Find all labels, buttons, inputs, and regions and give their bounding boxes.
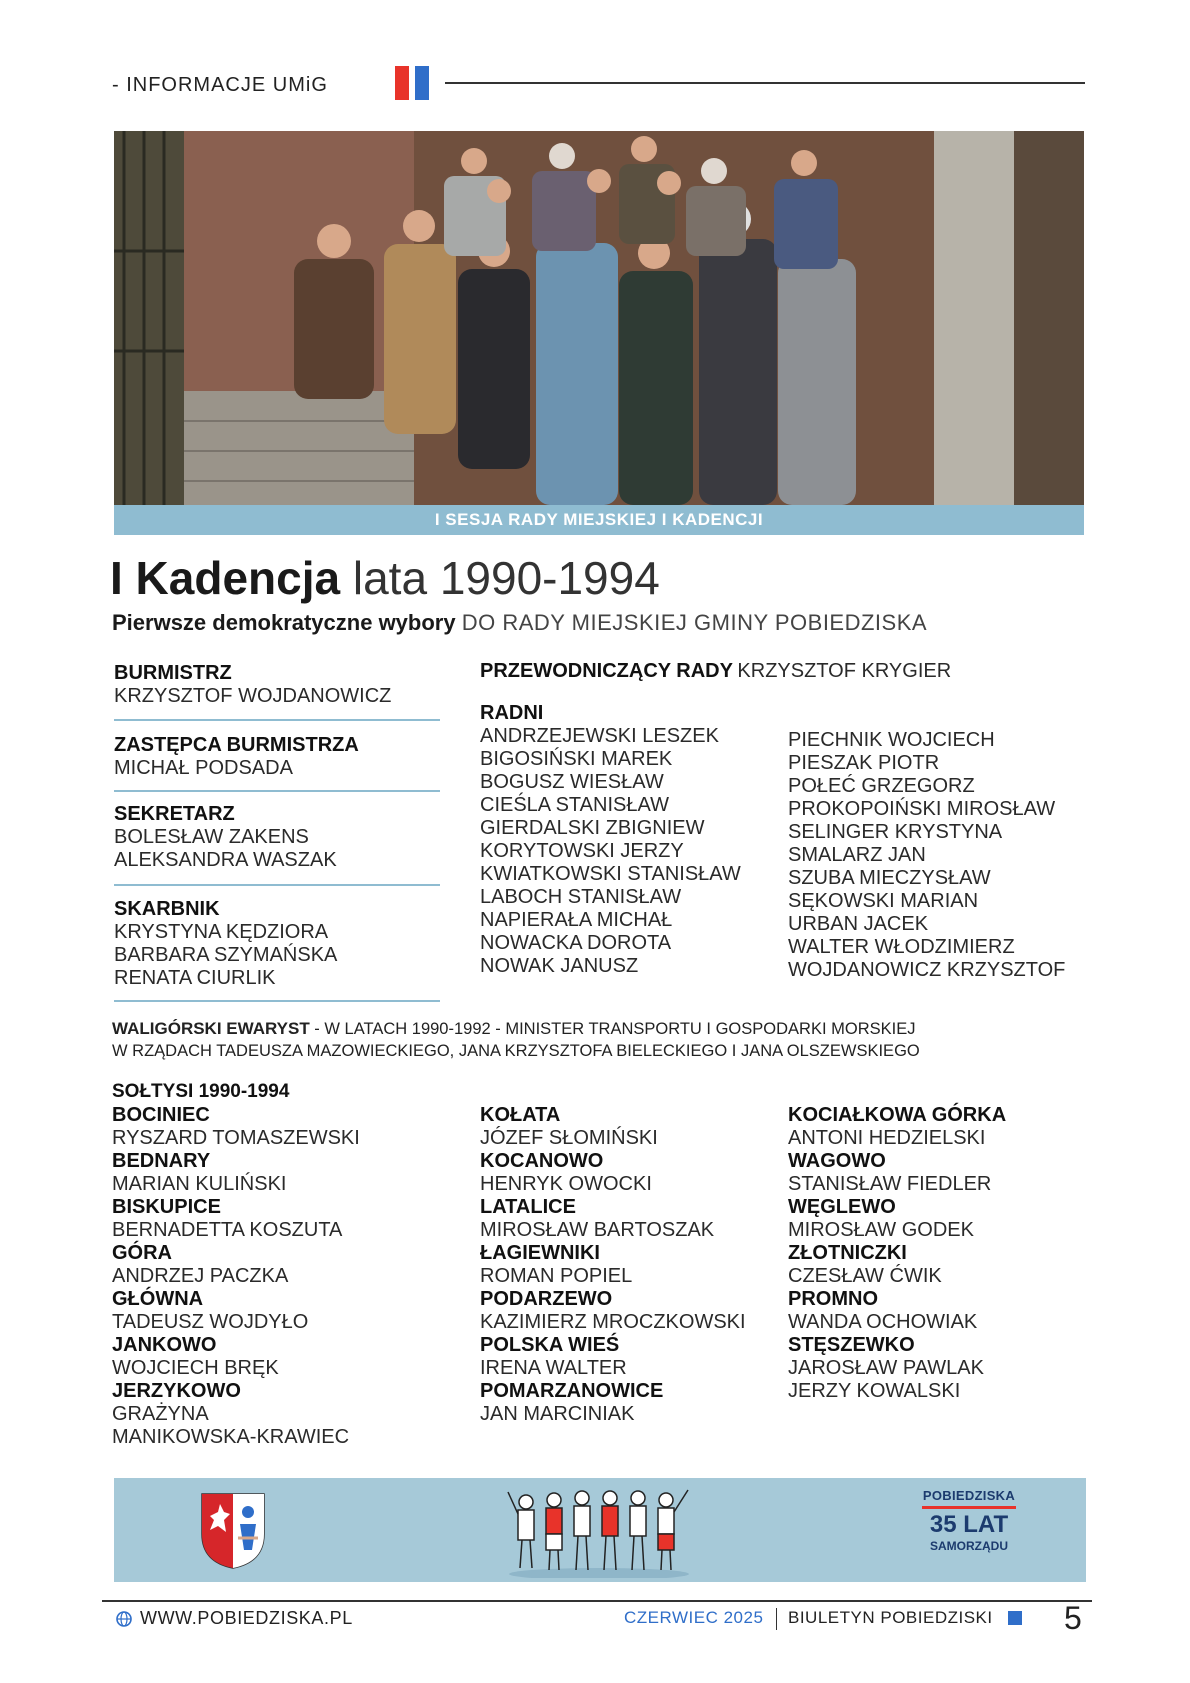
soltysi-col1 (112, 1104, 360, 1449)
sekretarz-block (114, 803, 337, 872)
village-name: POMARZANOWICE (480, 1380, 664, 1402)
officials-divider (114, 884, 440, 886)
village-name: JANKOWO (112, 1334, 217, 1356)
burmistrz-name: KRZYSZTOF WOJDANOWICZ (114, 685, 392, 707)
officials-divider (114, 719, 440, 721)
councillor-name: KORYTOWSKI JERZY (480, 840, 684, 862)
councillor-name: PROKOPOIŃSKI MIROSŁAW (788, 798, 1056, 820)
village-name: GÓRA (112, 1242, 172, 1264)
soltysi-heading (112, 1080, 289, 1103)
globe-icon (116, 1611, 132, 1627)
photo-caption: I SESJA RADY MIEJSKIEJ I KADENCJI (114, 505, 1084, 535)
soltys-name: MARIAN KULIŃSKI (112, 1173, 287, 1195)
stamp-top: POBIEDZISKA (922, 1488, 1016, 1503)
councillor-name: GIERDALSKI ZBIGNIEW (480, 817, 705, 839)
soltys-name: IRENA WALTER (480, 1357, 627, 1379)
zastepca-name: MICHAŁ PODSADA (114, 757, 293, 779)
soltys-name: BERNADETTA KOSZUTA (112, 1219, 343, 1241)
square-icon (1008, 1611, 1022, 1625)
soltys-name: MIROSŁAW GODEK (788, 1219, 974, 1241)
councillor-name: BOGUSZ WIESŁAW (480, 771, 664, 793)
councillor-name: PIESZAK PIOTR (788, 752, 940, 774)
village-name: KOŁATA (480, 1104, 561, 1126)
soltys-name: MIROSŁAW BARTOSZAK (480, 1219, 715, 1241)
village-name: BOCINIEC (112, 1104, 210, 1126)
village-name: ZŁOTNICZKI (788, 1242, 907, 1264)
zastepca-block (114, 734, 359, 780)
village-name: PROMNO (788, 1288, 878, 1310)
people-illustration (504, 1484, 694, 1578)
soltys-name: JAROSŁAW PAWLAK (788, 1357, 984, 1379)
soltys-name: ANDRZEJ PACZKA (112, 1265, 289, 1287)
councillor-name: SZUBA MIECZYSŁAW (788, 867, 991, 889)
stamp-bottom: SAMORZĄDU (930, 1539, 1008, 1553)
footer-divider (102, 1600, 1092, 1602)
village-name: KOCANOWO (480, 1150, 604, 1172)
burmistrz-label: BURMISTRZ (114, 662, 232, 684)
village-name: BEDNARY (112, 1150, 211, 1172)
soltys-name: ANTONI HEDZIELSKI (788, 1127, 986, 1149)
councillor-name: ANDRZEJEWSKI LESZEK (480, 725, 719, 747)
soltys-name: GRAŻYNA (112, 1403, 209, 1425)
soltys-name: JERZY KOWALSKI (788, 1380, 961, 1402)
councillor-name: SELINGER KRYSTYNA (788, 821, 1003, 843)
councillor-name: NOWACKA DOROTA (480, 932, 672, 954)
sekretarz-name: BOLESŁAW ZAKENS (114, 826, 309, 848)
councillor-name: SĘKOWSKI MARIAN (788, 890, 979, 912)
soltys-name: HENRYK OWOCKI (480, 1173, 652, 1195)
soltys-name: STANISŁAW FIEDLER (788, 1173, 992, 1195)
issue-date: CZERWIEC 2025 (624, 1608, 764, 1627)
soltysi-title: SOŁTYSI 1990-1994 (112, 1081, 290, 1102)
skarbnik-name: BARBARA SZYMAŃSKA (114, 944, 338, 966)
soltys-name: MANIKOWSKA-KRAWIEC (112, 1426, 350, 1448)
footer-separator (776, 1608, 777, 1630)
zastepca-label: ZASTĘPCA BURMISTRZA (114, 734, 359, 756)
chair-name: KRZYSZTOF KRYGIER (737, 660, 952, 682)
anniversary-stamp (904, 1488, 1034, 1572)
village-name: LATALICE (480, 1196, 576, 1218)
soltys-name: WANDA OCHOWIAK (788, 1311, 978, 1333)
soltys-name: CZESŁAW ĆWIK (788, 1265, 942, 1287)
website-link[interactable]: WWW.POBIEDZISKA.PL (140, 1608, 353, 1628)
village-name: BISKUPICE (112, 1196, 221, 1218)
note-line2: W RZĄDACH TADEUSZA MAZOWIECKIEGO, JANA KRZYSZTOFA BIELECKIEGO I JANA OLSZEWSKIEGO (112, 1042, 920, 1060)
header-divider (445, 82, 1085, 84)
soltys-name: RYSZARD TOMASZEWSKI (112, 1127, 360, 1149)
soltys-name: KAZIMIERZ MROCZKOWSKI (480, 1311, 746, 1333)
councillor-name: SMALARZ JAN (788, 844, 926, 866)
sekretarz-name: ALEKSANDRA WASZAK (114, 849, 337, 871)
councillor-name: NOWAK JANUSZ (480, 955, 639, 977)
burmistrz-block (114, 662, 391, 708)
anniversary-banner (114, 1478, 1086, 1582)
officials-divider (114, 790, 440, 792)
coat-of-arms-icon (198, 1490, 268, 1570)
subtitle-bold: Pierwsze demokratyczne wybory (112, 610, 456, 635)
councillor-name: NAPIERAŁA MICHAŁ (480, 909, 673, 931)
village-name: KOCIAŁKOWA GÓRKA (788, 1104, 1007, 1126)
waligorski-note (112, 1018, 920, 1062)
councillor-name: PIECHNIK WOJCIECH (788, 729, 995, 751)
page-number: 5 (1064, 1600, 1082, 1636)
note-line1: - W LATACH 1990-1992 - MINISTER TRANSPORTU I GOSPODARKI MORSKIEJ (309, 1020, 916, 1038)
soltys-name: TADEUSZ WOJDYŁO (112, 1311, 309, 1333)
section-label: - INFORMACJE UMiG (112, 74, 328, 96)
councillor-name: LABOCH STANISŁAW (480, 886, 682, 908)
councillor-name: WALTER WŁODZIMIERZ (788, 936, 1015, 958)
chair-label: PRZEWODNICZĄCY RADY (480, 660, 733, 682)
radni-label: RADNI (480, 702, 544, 724)
soltysi-col3 (788, 1104, 1006, 1403)
village-name: ŁAGIEWNIKI (480, 1242, 600, 1264)
page-subtitle (112, 610, 927, 636)
councillor-name: BIGOSIŃSKI MAREK (480, 748, 673, 770)
publication-name: BIULETYN POBIEDZISKI (788, 1608, 993, 1627)
title-bold: I Kadencja (110, 552, 341, 604)
council-chair (480, 660, 951, 683)
councillor-name: KWIATKOWSKI STANISŁAW (480, 863, 741, 885)
radni-col1 (480, 702, 741, 978)
skarbnik-name: RENATA CIURLIK (114, 967, 276, 989)
sekretarz-label: SEKRETARZ (114, 803, 235, 825)
village-name: STĘSZEWKO (788, 1334, 915, 1356)
stamp-bar (922, 1506, 1016, 1509)
councillor-name: URBAN JACEK (788, 913, 929, 935)
village-name: PODARZEWO (480, 1288, 613, 1310)
skarbnik-block (114, 898, 337, 990)
councillor-name: POŁEĆ GRZEGORZ (788, 775, 975, 797)
skarbnik-name: KRYSTYNA KĘDZIORA (114, 921, 329, 943)
soltys-name: JÓZEF SŁOMIŃSKI (480, 1127, 658, 1149)
note-name: WALIGÓRSKI EWARYST (112, 1019, 310, 1038)
councillor-name: WOJDANOWICZ KRZYSZTOF (788, 959, 1066, 981)
soltysi-col2 (480, 1104, 746, 1426)
title-light: lata 1990-1994 (352, 552, 660, 604)
village-name: JERZYKOWO (112, 1380, 241, 1402)
subtitle-rest: DO RADY MIEJSKIEJ GMINY POBIEDZISKA (461, 610, 928, 635)
group-photo (114, 131, 1084, 505)
soltys-name: WOJCIECH BRĘK (112, 1357, 279, 1379)
stamp-main: 35 LAT (929, 1511, 1009, 1538)
page-title (110, 552, 660, 604)
skarbnik-label: SKARBNIK (114, 898, 220, 920)
radni-col2 (788, 729, 1065, 982)
header-flag-icon (395, 66, 431, 100)
soltys-name: JAN MARCINIAK (480, 1403, 635, 1425)
village-name: POLSKA WIEŚ (480, 1334, 620, 1356)
village-name: WĘGLEWO (788, 1196, 896, 1218)
officials-divider (114, 1000, 440, 1002)
village-name: GŁÓWNA (112, 1288, 204, 1310)
councillor-name: CIEŚLA STANISŁAW (480, 794, 669, 816)
soltys-name: ROMAN POPIEL (480, 1265, 633, 1287)
village-name: WAGOWO (788, 1150, 886, 1172)
